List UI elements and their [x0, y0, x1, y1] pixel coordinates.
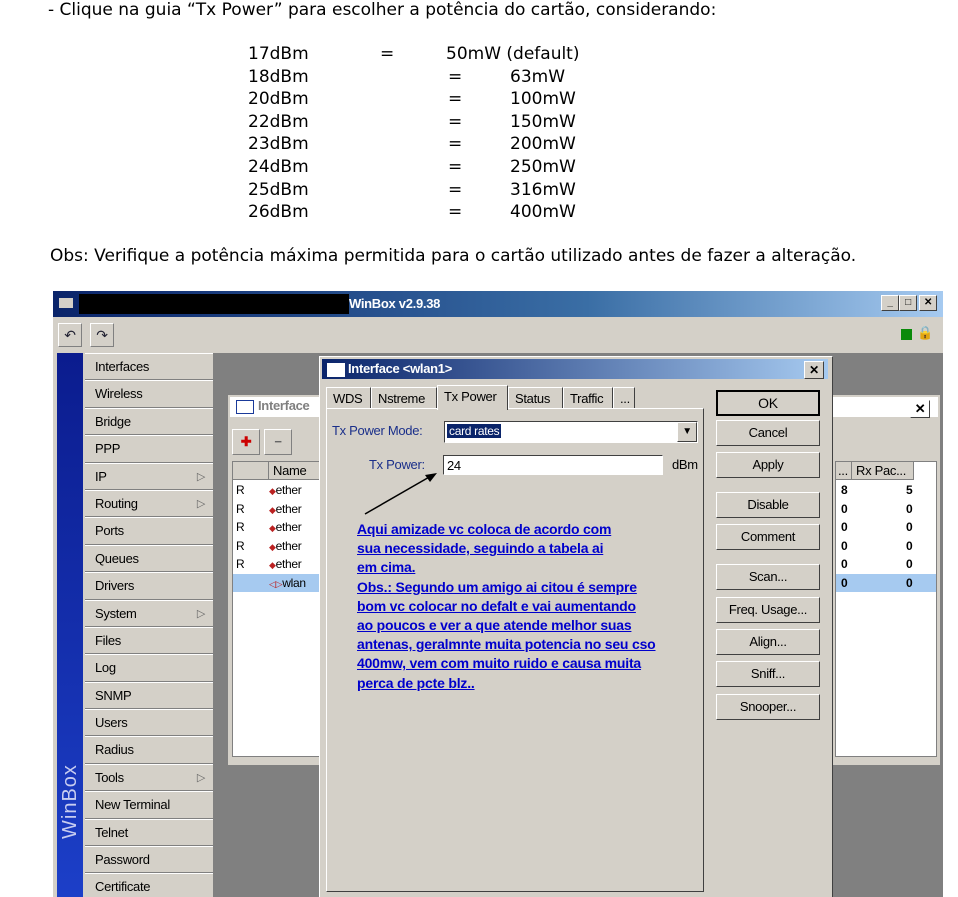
- power-dbm: 26dBm: [248, 202, 309, 223]
- menu-item-label: Users: [95, 715, 128, 731]
- title-bar: [53, 291, 943, 317]
- row-flag: R: [236, 501, 245, 516]
- tx-power-label: Tx Power:: [369, 457, 425, 472]
- menu-item-label: Interfaces: [95, 359, 150, 374]
- close-button[interactable]: ✕: [919, 295, 937, 311]
- menu-item-label: System: [95, 605, 137, 621]
- row-value-b: 5: [906, 483, 913, 497]
- power-eq: =: [448, 66, 463, 87]
- main-menu: [85, 353, 213, 897]
- row-value-b: 0: [906, 520, 913, 535]
- minimize-button[interactable]: _: [881, 295, 899, 311]
- dialog-title: Interface <wlan1>: [348, 361, 453, 376]
- interface-icon: ◆: [269, 486, 276, 496]
- ellipsis-header[interactable]: ...: [836, 462, 852, 480]
- row-name: [269, 500, 301, 519]
- annotation-line: sua necessidade, seguindo a tabela ai: [357, 540, 604, 557]
- menu-item-label: Radius: [95, 742, 134, 758]
- scan-button[interactable]: Scan...: [716, 564, 820, 590]
- row-value-a: 0: [841, 576, 848, 590]
- power-row: [248, 156, 648, 179]
- menu-item-label: PPP: [95, 441, 121, 457]
- row-value-a: 0: [841, 520, 848, 535]
- window-title: WinBox v2.9.38: [349, 296, 441, 311]
- power-mw: 100mW: [510, 89, 576, 110]
- power-eq: =: [448, 202, 463, 223]
- table-row[interactable]: [233, 555, 327, 573]
- menu-item-label: Telnet: [95, 824, 128, 840]
- power-row: [248, 179, 648, 202]
- add-button[interactable]: ✚: [232, 429, 260, 455]
- power-eq: =: [448, 89, 463, 110]
- power-mw: 400mW: [510, 202, 576, 223]
- menu-item-label: IP: [95, 468, 107, 484]
- row-value-a: 8: [841, 483, 848, 497]
- power-mw: 200mW: [510, 134, 576, 155]
- interface-icon: ◆: [269, 560, 276, 571]
- row-value-b: 0: [906, 557, 913, 572]
- tab-nstreme[interactable]: Nstreme: [371, 387, 437, 409]
- menu-item-bridge[interactable]: [85, 408, 213, 435]
- freq-usage-button[interactable]: Freq. Usage...: [716, 597, 820, 623]
- menu-item-files[interactable]: [85, 627, 213, 654]
- sniff-button[interactable]: Sniff...: [716, 661, 820, 687]
- row-name-text: ether: [275, 483, 302, 497]
- power-dbm: 23dBm: [248, 134, 309, 155]
- tab-status[interactable]: Status: [508, 387, 563, 409]
- submenu-arrow-icon: ▷: [196, 607, 205, 620]
- annotation-line: Aqui amizade vc coloca de acordo com: [357, 521, 612, 537]
- tx-power-mode-label: Tx Power Mode:: [332, 423, 423, 438]
- power-dbm: 24dBm: [248, 156, 309, 177]
- row-name-text: ether: [275, 520, 302, 535]
- table-row[interactable]: [836, 555, 936, 573]
- obs-text: Obs: Verifique a potência máxima permitida para o cartão utilizado antes de fazer a alteração.: [50, 246, 857, 266]
- name-header[interactable]: Name: [269, 462, 327, 480]
- status-indicator: [901, 329, 912, 340]
- power-eq: =: [448, 179, 463, 200]
- interface-icon: ◆: [269, 504, 276, 515]
- menu-item-snmp[interactable]: [85, 682, 213, 709]
- interface-dialog: [319, 356, 833, 897]
- menu-item-label: Files: [95, 632, 121, 648]
- power-dbm: 20dBm: [248, 89, 309, 110]
- row-name-text: ether: [275, 501, 302, 516]
- menu-item-label: Log: [95, 660, 116, 676]
- menu-item-label: Ports: [95, 523, 124, 539]
- annotation-text: [357, 520, 723, 693]
- row-flag: R: [236, 557, 245, 572]
- power-row: [248, 111, 648, 134]
- disable-button[interactable]: Disable: [716, 492, 820, 518]
- annotation-line: 400mw, vem com muito ruido e causa muita: [357, 655, 642, 672]
- table-row[interactable]: [836, 500, 936, 518]
- power-dbm: 18dBm: [248, 66, 309, 87]
- tab-more[interactable]: ...: [613, 387, 635, 409]
- power-row: [248, 201, 648, 224]
- chevron-down-icon[interactable]: ▼: [677, 422, 697, 442]
- tx-power-mode-value: card rates: [449, 424, 500, 438]
- dialog-icon: [327, 363, 345, 377]
- menu-item-label: SNMP: [95, 687, 132, 703]
- power-mw: 316mW: [510, 179, 576, 200]
- interface-icon: ◆: [269, 541, 276, 552]
- menu-item-wireless[interactable]: [85, 380, 213, 407]
- annotation-line: Obs.: Segundo um amigo ai citou é sempre: [357, 578, 637, 595]
- row-flag: R: [236, 483, 245, 497]
- dialog-close-button[interactable]: ✕: [804, 361, 824, 379]
- submenu-arrow-icon: ▷: [196, 497, 205, 510]
- power-row: [248, 133, 648, 156]
- remove-button[interactable]: −: [264, 429, 292, 455]
- lock-icon: 🔒: [917, 325, 933, 340]
- undo-icon[interactable]: ↶: [58, 323, 82, 347]
- row-flag: R: [236, 520, 245, 535]
- apply-button[interactable]: Apply: [716, 452, 820, 478]
- tab-tx-power[interactable]: Tx Power: [437, 385, 508, 410]
- menu-item-label: Queues: [95, 550, 139, 566]
- power-eq: =: [380, 44, 395, 64]
- power-row: [248, 43, 648, 66]
- menu-item-routing[interactable]: [85, 490, 213, 517]
- table-row[interactable]: [233, 481, 327, 499]
- power-table: [248, 43, 648, 224]
- annotation-line: ao poucos e ver a que atende melhor suas: [357, 617, 632, 634]
- annotation-line: antenas, geralmnte muita potencia no seu cso: [357, 636, 656, 653]
- interface-list-title: Interface: [258, 398, 310, 413]
- maximize-button[interactable]: □: [899, 295, 917, 311]
- interface-list-close-button[interactable]: ✕: [910, 400, 930, 418]
- power-mw: 250mW: [510, 156, 576, 177]
- power-dbm: 22dBm: [248, 111, 309, 132]
- table-row[interactable]: [233, 537, 327, 555]
- rx-header[interactable]: Rx Pac...: [852, 462, 914, 480]
- row-value-b: 0: [906, 538, 913, 553]
- power-dbm: 25dBm: [248, 179, 309, 200]
- ok-button[interactable]: OK: [716, 390, 820, 416]
- power-eq: =: [448, 156, 463, 177]
- tab-traffic[interactable]: Traffic: [563, 387, 613, 409]
- power-eq: =: [448, 134, 463, 155]
- annotation-line: em cima.: [357, 559, 416, 576]
- row-value-b: 0: [906, 576, 913, 590]
- row-value-b: 0: [906, 501, 913, 516]
- power-row: [248, 88, 648, 111]
- menu-item-ip[interactable]: [85, 463, 213, 490]
- annotation-line: bom vc colocar no defalt e vai aumentando: [357, 597, 636, 614]
- menu-item-password[interactable]: [85, 846, 213, 873]
- system-menu-icon[interactable]: [59, 298, 73, 308]
- table-row[interactable]: [233, 518, 327, 536]
- menu-item-label: Password: [95, 852, 150, 868]
- comment-button[interactable]: Comment: [716, 524, 820, 550]
- menu-item-tools[interactable]: [85, 764, 213, 791]
- row-value-a: 0: [841, 557, 848, 572]
- table-row[interactable]: [836, 574, 936, 592]
- menu-item-label: Routing: [95, 495, 138, 511]
- row-name-text: ether: [275, 538, 302, 553]
- row-name-text: ether: [275, 557, 302, 572]
- align-button[interactable]: Align...: [716, 629, 820, 655]
- table-row[interactable]: [836, 537, 936, 555]
- tx-power-input[interactable]: 24: [443, 455, 663, 475]
- power-mw: 150mW: [510, 111, 576, 132]
- row-value-a: 0: [841, 538, 848, 553]
- annotation-line: perca de pcte blz..: [357, 674, 475, 691]
- row-name: [269, 574, 306, 593]
- cancel-button[interactable]: Cancel: [716, 420, 820, 446]
- side-label: WinBox: [59, 764, 81, 839]
- redo-icon[interactable]: ↷: [90, 323, 114, 347]
- menu-item-drivers[interactable]: [85, 572, 213, 599]
- row-name: [269, 518, 301, 537]
- menu-item-users[interactable]: [85, 709, 213, 736]
- menu-item-new-terminal[interactable]: [85, 791, 213, 818]
- power-mw: 63mW: [510, 66, 566, 87]
- menu-item-label: Certificate: [95, 879, 151, 895]
- intro-text: - Clique na guia “Tx Power” para escolher a potência do cartão, considerando:: [48, 0, 717, 20]
- snooper-button[interactable]: Snooper...: [716, 694, 820, 720]
- menu-item-log[interactable]: [85, 654, 213, 681]
- menu-item-certificate[interactable]: [85, 873, 213, 897]
- tx-power-panel: [326, 408, 704, 892]
- table-row[interactable]: [836, 518, 936, 536]
- menu-item-queues[interactable]: [85, 545, 213, 572]
- tx-power-unit: dBm: [672, 457, 698, 472]
- submenu-arrow-icon: ▷: [196, 470, 205, 483]
- power-mw: 50mW (default): [446, 44, 580, 64]
- menu-item-ports[interactable]: [85, 517, 213, 544]
- row-flag: R: [236, 538, 245, 553]
- row-name: [269, 555, 301, 574]
- table-row[interactable]: [836, 481, 936, 499]
- winbox-window: [53, 291, 943, 897]
- row-name-text: wlan: [282, 576, 306, 590]
- row-value-a: 0: [841, 501, 848, 516]
- menu-item-interfaces[interactable]: [85, 353, 213, 380]
- interface-list: [232, 461, 328, 757]
- menu-item-ppp[interactable]: [85, 435, 213, 462]
- menu-item-label: Wireless: [95, 386, 143, 402]
- menu-item-label: Bridge: [95, 413, 131, 429]
- window-icon: [236, 400, 254, 414]
- power-row: [248, 66, 648, 89]
- table-row[interactable]: [233, 574, 327, 592]
- menu-item-telnet[interactable]: [85, 819, 213, 846]
- power-eq: =: [448, 111, 463, 132]
- tab-wds[interactable]: WDS: [326, 387, 371, 409]
- menu-item-radius[interactable]: [85, 736, 213, 763]
- flag-header[interactable]: [233, 462, 269, 480]
- tx-power-mode-select[interactable]: [444, 421, 698, 443]
- interface-icon: ◆: [269, 523, 276, 534]
- menu-item-label: Tools: [95, 769, 124, 785]
- menu-item-system[interactable]: [85, 600, 213, 627]
- row-name: [269, 537, 301, 556]
- menu-item-label: Drivers: [95, 578, 135, 594]
- interface-list-right: [835, 461, 937, 757]
- menu-item-label: New Terminal: [95, 797, 170, 813]
- interface-icon: ◁▷: [269, 579, 283, 589]
- redacted-bar: [79, 294, 349, 314]
- row-name: [269, 481, 301, 500]
- table-row[interactable]: [233, 500, 327, 518]
- dialog-title-bar: [322, 359, 828, 379]
- power-dbm: 17dBm: [248, 44, 309, 64]
- submenu-arrow-icon: ▷: [196, 771, 205, 784]
